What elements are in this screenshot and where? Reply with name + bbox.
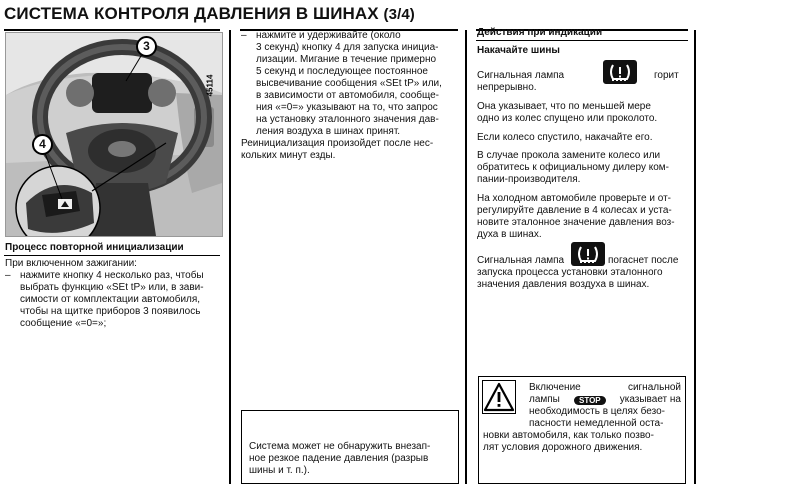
reinit-after-line: кольких минут езды. [241, 150, 336, 161]
para-5-after: погаснет после [608, 255, 679, 266]
lamp-sentence-end: непрерывно. [477, 82, 537, 93]
column-divider-2 [465, 30, 467, 484]
callout-3-label: 3 [143, 39, 150, 53]
tyre-pressure-warning-icon-2 [571, 242, 605, 266]
warning-box [478, 376, 686, 484]
callout-3 [136, 36, 157, 57]
warning-word: сигнальной [627, 382, 681, 393]
para-1-line: Она указывает, что по меньшей мере [477, 101, 651, 112]
para-4-line: новите эталонное значение давления воз- [477, 217, 675, 228]
para-1 [477, 101, 687, 125]
reinit-after-line: Реинициализация произойдет после нес- [241, 138, 434, 149]
bullet-1-line: нажмите кнопку 4 несколько раз, чтобы [20, 270, 204, 281]
indication-heading: Действия при индикации [477, 27, 603, 38]
note-line: ное резкое падение давления (разрыв [249, 453, 429, 464]
bullet-2-line: высвечивание сообщения «SEt tP» или, [256, 78, 442, 89]
title-text: СИСТЕМА КОНТРОЛЯ ДАВЛЕНИЯ В ШИНАХ [4, 4, 379, 23]
bullet-1-marker: – [5, 270, 11, 281]
warning-line-1 [529, 382, 681, 394]
bullet-2-text [256, 30, 456, 138]
warning-text-tail [483, 430, 681, 454]
bullet-1-line: чтобы на щитке приборов 3 появилось [20, 306, 201, 317]
para-5 [477, 267, 687, 291]
column-divider-1 [229, 30, 231, 484]
indication-heading-rule [476, 40, 688, 41]
para-4-line: регулируйте давление в 4 колесах и уста- [477, 205, 672, 216]
warning-word: Включение [529, 382, 581, 393]
bullet-2-line: нажмите и удерживайте (около [256, 30, 401, 41]
warning-text [529, 382, 681, 430]
lamp-sentence-before: Сигнальная лампа [477, 70, 565, 81]
warning-line-2 [529, 394, 681, 406]
header-rule-left [4, 29, 220, 31]
warning-line: новки автомобиля, как только позво- [483, 430, 654, 441]
bullet-2-line: на установку эталонного значения дав- [256, 114, 439, 125]
warning-line: лят условия дорожного движения. [483, 442, 643, 453]
para-4-line: духа в шинах. [477, 229, 542, 240]
page-title [4, 4, 415, 24]
lamp-sentence-after: горит [654, 70, 679, 81]
inflate-subheading: Накачайте шины [477, 45, 560, 56]
para-3 [477, 150, 687, 186]
para-4-line: На холодном автомобиле проверьте и от- [477, 193, 671, 204]
para-1-line: одно из колес спущено или проколото. [477, 113, 658, 124]
title-page-ref: (3/4) [383, 6, 415, 23]
reinit-heading: Процесс повторной инициализации [5, 242, 184, 253]
para-5-line: значения давления воздуха в шинах. [477, 279, 650, 290]
para-5-before: Сигнальная лампа [477, 255, 565, 266]
warning-triangle-icon [483, 381, 515, 413]
callout-4-label: 4 [39, 137, 46, 151]
warning-icon-frame [482, 380, 516, 414]
reinit-heading-rule [4, 255, 220, 256]
warning-word: указывает на [619, 394, 681, 405]
bullet-2-line: 5 секунд и последующее постоянное [256, 66, 428, 77]
bullet-2-line: ления воздуха в шинах принят. [256, 126, 401, 137]
bullet-1-line: сообщение «=0=»; [20, 318, 107, 329]
para-3-line: обратитесь к официальному дилеру ком- [477, 162, 669, 173]
steering-wheel-illustration [5, 32, 223, 237]
para-3-line: В случае прокола замените колесо или [477, 150, 661, 161]
warning-word: лампы [529, 394, 560, 405]
figure-code [205, 71, 221, 101]
warning-line: пасности немедленной оста- [529, 418, 664, 429]
note-text [249, 441, 453, 477]
figure-code-text: 45114 [205, 74, 215, 97]
para-3-line: пании-производителя. [477, 174, 581, 185]
bullet-2-line: в зависимости от автомобиля, сообще- [256, 90, 440, 101]
para-2: Если колесо спустило, накачайте его. [477, 132, 653, 143]
note-box [241, 410, 459, 484]
note-line: Система может не обнаружить внезап- [249, 441, 431, 452]
reinit-intro: При включенном зажигании: [5, 258, 137, 269]
note-line: шины и т. п.). [249, 465, 310, 476]
stop-lamp-icon: STOP [574, 396, 606, 405]
bullet-2-marker: – [241, 30, 247, 41]
callout-4 [32, 134, 53, 155]
column-divider-3 [694, 30, 696, 484]
bullet-2-line: ния «=0=» указывают на то, что запрос [256, 102, 438, 113]
bullet-1-text [20, 270, 218, 330]
bullet-2-line: лизации. Мигание в течение примерно [256, 54, 437, 65]
warning-line: необходимость в целях безо- [529, 406, 665, 417]
reinit-after-text [241, 138, 456, 162]
bullet-1-line: симости от комплектации автомобиля, [20, 294, 201, 305]
tyre-pressure-warning-icon [603, 60, 637, 84]
bullet-1-line: выбрать функцию «SEt tP» или, в зави- [20, 282, 204, 293]
para-5-line: запуска процесса установки эталонного [477, 267, 663, 278]
para-4 [477, 193, 687, 241]
bullet-2-line: 3 секунд) кнопку 4 для запуска инициа- [256, 42, 439, 53]
